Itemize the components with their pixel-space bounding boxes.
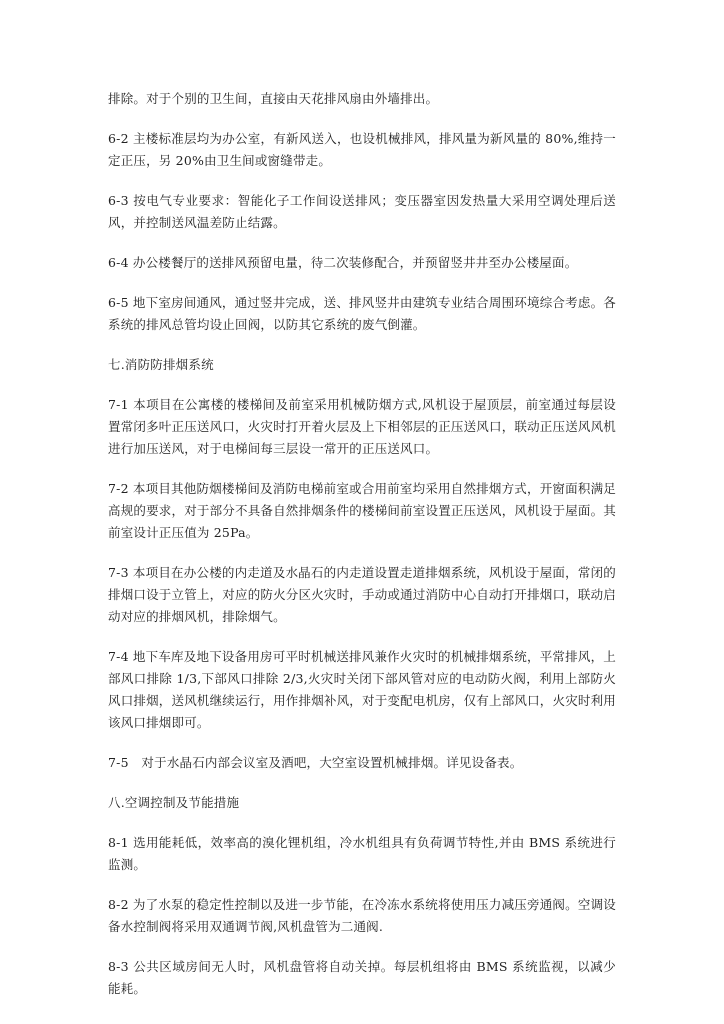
paragraph-6-4: 6-4 办公楼餐厅的送排风预留电量，待二次装修配合，并预留竖井井至办公楼屋面。 — [108, 255, 578, 270]
paragraph-7-4: 7-4 地下车库及地下设备用房可平时机械送排风兼作火灾时的机械排烟系统，平常排风，上部风口排除 1/3,下部风口排除 2/3,火灾时关闭下部风管对应的电动防火阀，利用上部防火风口排烟，送风机继续运行，用作排烟补风，对于变配电机房，仅有上部风口，火灾时利用该风口排烟即可。 — [108, 649, 617, 730]
paragraph-8-2: 8-2 为了水泵的稳定性控制以及进一步节能，在冷冻水系统将使用压力减压旁通阀。空调设备水控制阀将采用双通调节阀,风机盘管为二通阀. — [108, 897, 616, 934]
paragraph-intro: 排除。对于个别的卫生间，直接由天花排风扇由外墙排出。 — [108, 91, 439, 106]
paragraph-7-5: 7-5 对于水晶石内部会议室及酒吧，大空室设置机械排烟。详见设备表。 — [108, 755, 523, 770]
section-heading-7: 七.消防防排烟系统 — [108, 357, 214, 372]
paragraph-8-3: 8-3 公共区域房间无人时，风机盘管将自动关掉。每层机组将由 BMS 系统监视，以减少能耗。 — [108, 959, 616, 996]
paragraph-6-2: 6-2 主楼标准层均为办公室，有新风送入，也设机械排风，排风量为新风量的 80%,维持一定正压，另 20%由卫生间或窗缝带走。 — [108, 131, 616, 168]
paragraph-7-1: 7-1 本项目在公寓楼的楼梯间及前室采用机械防烟方式,风机设于屋顶层，前室通过每层设置常闭多叶正压送风口，火灾时打开着火层及上下相邻层的正压送风口，联动正压送风风机进行加压送风，对于电梯间每三层设一常开的正压送风口。 — [108, 397, 617, 456]
paragraph-6-3: 6-3 按电气专业要求：智能化子工作间设送排风；变压器室因发热量大采用空调处理后送风，并控制送风温差防止结露。 — [108, 193, 616, 230]
paragraph-7-2: 7-2 本项目其他防烟楼梯间及消防电梯前室或合用前室均采用自然排烟方式，开窗面积满足高规的要求，对于部分不具备自然排烟条件的楼梯间前室设置正压送风，风机设于屋面。其前室设计正压值为 25Pa。 — [108, 481, 617, 540]
paragraph-8-1: 8-1 选用能耗低，效率高的溴化锂机组，冷水机组具有负荷调节特性,并由 BMS 系统进行监测。 — [108, 835, 616, 872]
section-heading-8: 八.空调控制及节能措施 — [108, 795, 240, 810]
document-body — [108, 88, 616, 1018]
paragraph-7-3: 7-3 本项目在办公楼的内走道及水晶石的内走道设置走道排烟系统，风机设于屋面，常闭的排烟口设于立管上，对应的防火分区火灾时，手动或通过消防中心自动打开排烟口，联动启动对应的排烟风机，排除烟气。 — [108, 565, 617, 624]
paragraph-6-5: 6-5 地下室房间通风，通过竖井完成，送、排风竖井由建筑专业结合周围环境综合考虑。各系统的排风总管均设止回阀，以防其它系统的废气倒灌。 — [108, 295, 616, 332]
